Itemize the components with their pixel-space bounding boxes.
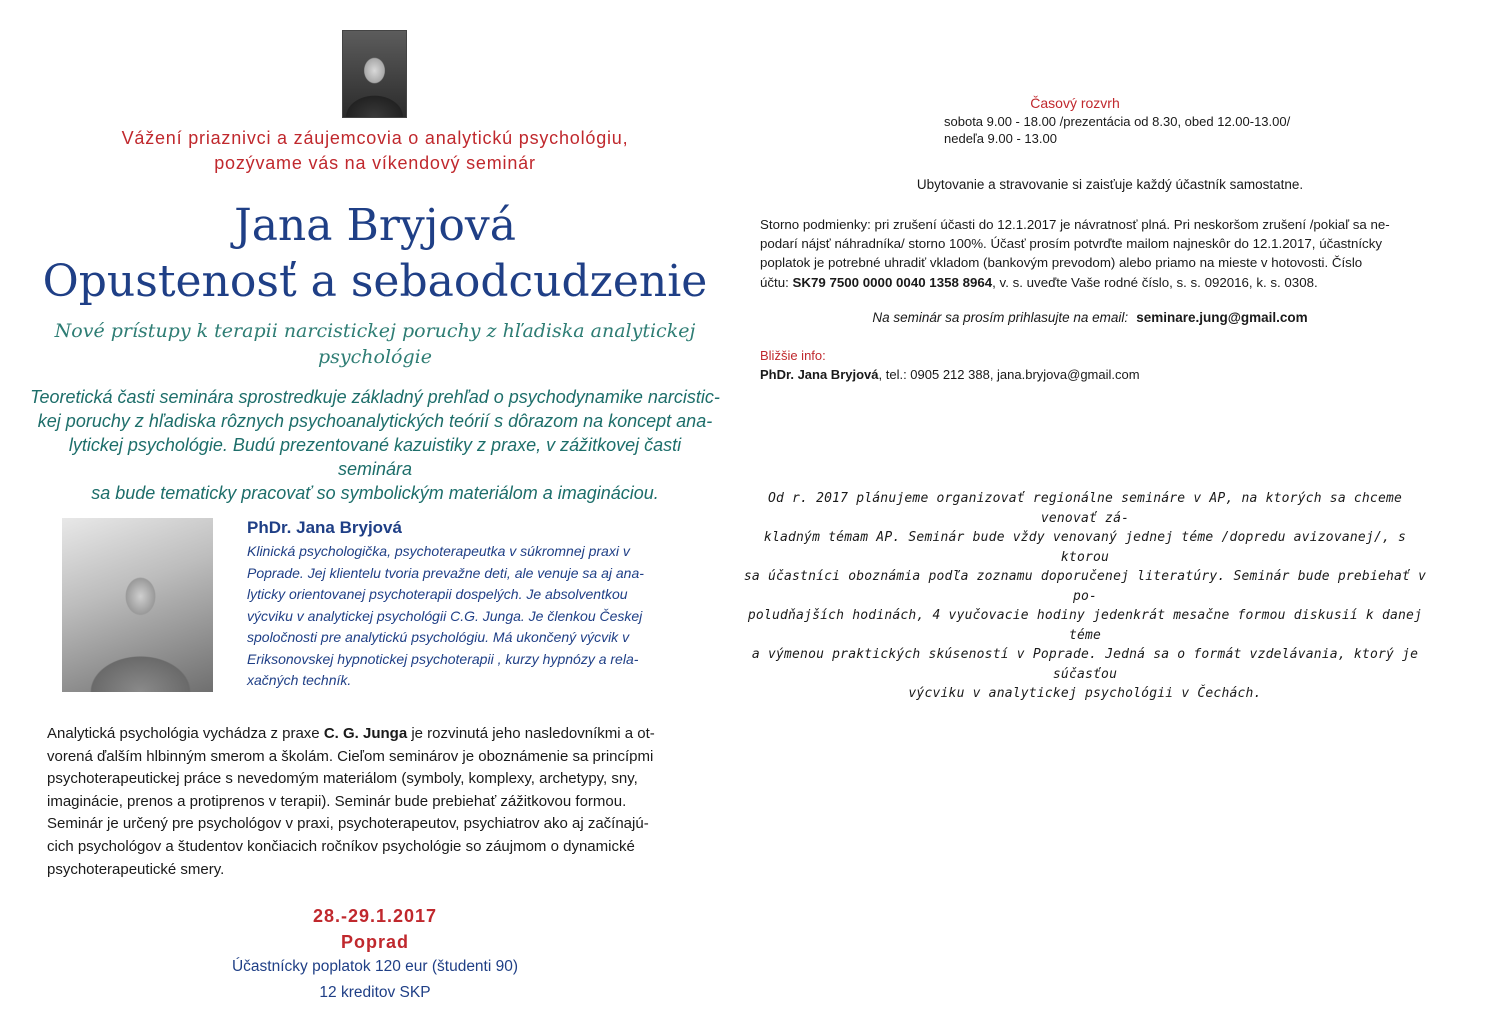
seminar-teaser (30, 385, 720, 505)
plans-line: sa účastníci oboznámia podľa zoznamu doporučenej literatúry. Seminár bude prebiehať v po- (743, 569, 1427, 604)
teaser-line: kej poruchy z hľadiska rôznych psychoanalytických teórií s dôrazom na koncept ana- (37, 411, 713, 431)
bio-text (247, 541, 697, 692)
plans-line: Od r. 2017 plánujeme organizovať regionálne semináre v AP, na ktorých sa chceme venovať zá- (767, 491, 1403, 526)
bio-line: Eriksonovskej hypnotickej psychoterapii , kurzy hypnózy a rela- (247, 650, 639, 667)
schedule-saturday: sobota 9.00 - 18.00 /prezentácia od 8.30, obed 12.00-13.00/ (944, 114, 1291, 129)
jung-portrait-photo (342, 30, 407, 118)
cancellation-line: Storno podmienky: pri zrušení účasti do 12.1.2017 je návratnosť plná. Pri neskoršom zrušení /pokiaľ sa ne- (760, 217, 1390, 232)
seminar-description (47, 723, 727, 881)
plans-line: a výmenou praktických skúseností v Poprade. Jedná sa o formát vzdelávania, ktorý je súčasťou (751, 647, 1419, 682)
schedule-sunday: nedeľa 9.00 - 13.00 (944, 131, 1057, 146)
invitation-text (40, 126, 710, 176)
jung-name: C. G. Junga (323, 725, 408, 742)
teaser-line: Teoretická časti seminára sprostredkuje základný prehľad o psychodynamike narcistic- (30, 387, 720, 407)
registration-label: Na seminár sa prosím prihlasujte na email: (872, 310, 1129, 325)
contact-details: , tel.: 0905 212 388, jana.bryjova@gmail.com (878, 367, 1140, 382)
schedule-title: Časový rozvrh (1030, 95, 1120, 111)
description-line: imaginácie, prenos a protiprenos v terapii). Seminár bude prebiehať zážitkovou formou. (47, 792, 627, 810)
speaker-name: Jana Bryjová (234, 200, 516, 251)
description-line: cich psychológov a študentov končiacich ročníkov psychológie so záujmom o dynamické (47, 837, 635, 855)
registration-line (760, 310, 1420, 325)
contact-name: PhDr. Jana Bryjová (760, 367, 879, 382)
description-text: je rozvinutá jeho nasledovníkmi a ot- (407, 725, 655, 742)
credits: 12 kreditov SKP (319, 984, 431, 1001)
future-plans-text (740, 489, 1430, 704)
cancellation-terms (760, 215, 1420, 292)
event-date: 28.-29.1.2017 (312, 906, 438, 926)
more-info-label: Bližšie info: (760, 348, 826, 363)
seminar-subtitle: Nové prístupy k terapii narcistickej poruchy z hľadiska analytickej psychológie (54, 320, 696, 368)
cancellation-line: podarí nájsť náhradníka/ storno 100%. Účasť prosím potvrďte mailom najneskôr do 12.1.2017, účastnícky (760, 236, 1383, 252)
account-label: účtu: (760, 274, 793, 290)
plans-line: kladným témam AP. Seminár bude vždy venovaný jednej téme /dopredu avizovanej/, s ktorou (763, 530, 1407, 565)
lodging-note: Ubytovanie a stravovanie si zaisťuje každý účastník samostatne. (916, 177, 1304, 192)
bio-line: spoločnosti pre analytickú psychológiu. Má ukončený výcvik v (247, 629, 630, 645)
teaser-line: lytickej psychológie. Budú prezentované kazuistiky z praxe, v zážitkovej časti seminára (68, 435, 682, 479)
plans-line: výcviku v analytickej psychológii v Čechách. (908, 686, 1262, 701)
page-title (40, 198, 710, 310)
bank-account: SK79 7500 0000 0040 1358 8964 (792, 274, 993, 290)
teaser-line: sa bude tematicky pracovať so symbolickým materiálom a imagináciou. (91, 483, 659, 503)
invitation-line: Vážení priaznivci a záujemcovia o analytickú psychológiu, (121, 128, 629, 148)
description-line: Seminár je určený pre psychológov v praxi, psychoterapeutov, psychiatrov ako aj začínajú- (47, 815, 649, 833)
bio-line: lyticky orientovanej psychoterapii dospelých. Je absolventkou (247, 586, 628, 602)
description-line: vorená ďalším hlbinným smerom a školám. Cieľom seminárov je oboznámenie sa princípmi (47, 747, 654, 765)
registration-email[interactable]: seminare.jung@gmail.com (1136, 310, 1308, 325)
bio-name: PhDr. Jana Bryjová (247, 518, 402, 537)
cancellation-line (760, 273, 1420, 292)
participation-fee: Účastnícky poplatok 120 eur (študenti 90) (231, 958, 519, 975)
payment-symbols: , v. s. uveďte Vaše rodné číslo, s. s. 092016, k. s. 0308. (992, 274, 1318, 290)
seminar-title: Opustenosť a sebaodcudzenie (42, 256, 708, 307)
description-text: Analytická psychológia vychádza z praxe (47, 725, 324, 742)
bio-line: xačných techník. (247, 672, 352, 688)
bio-line: Klinická psychologička, psychoterapeutka v súkromnej praxi v (247, 543, 630, 559)
description-line: psychoterapeutické smery. (47, 860, 225, 878)
bio-line: výcviku v analytickej psychológii C.G. Junga. Je členkou Českej (247, 607, 643, 624)
invitation-line: pozývame vás na víkendový seminár (214, 153, 536, 173)
description-line: psychoterapeutickej práce s nevedomým materiálom (symboly, komplexy, archetypy, sny, (47, 770, 638, 788)
bio-line: Poprade. Jej klientelu tvoria prevažne deti, ale venuje sa aj ana- (247, 564, 644, 581)
more-info-contact (760, 367, 1140, 382)
description-line (47, 723, 727, 746)
cancellation-line: poplatok je potrebné uhradiť vkladom (bankovým prevodom) alebo priamo na mieste v hotovosti. Číslo (760, 255, 1363, 271)
plans-line: poludňajších hodinách, 4 vyučovacie hodiny jedenkrát mesačne formou diskusií k danej téme (747, 608, 1423, 643)
event-place: Poprad (340, 932, 409, 952)
speaker-photo (62, 518, 213, 692)
